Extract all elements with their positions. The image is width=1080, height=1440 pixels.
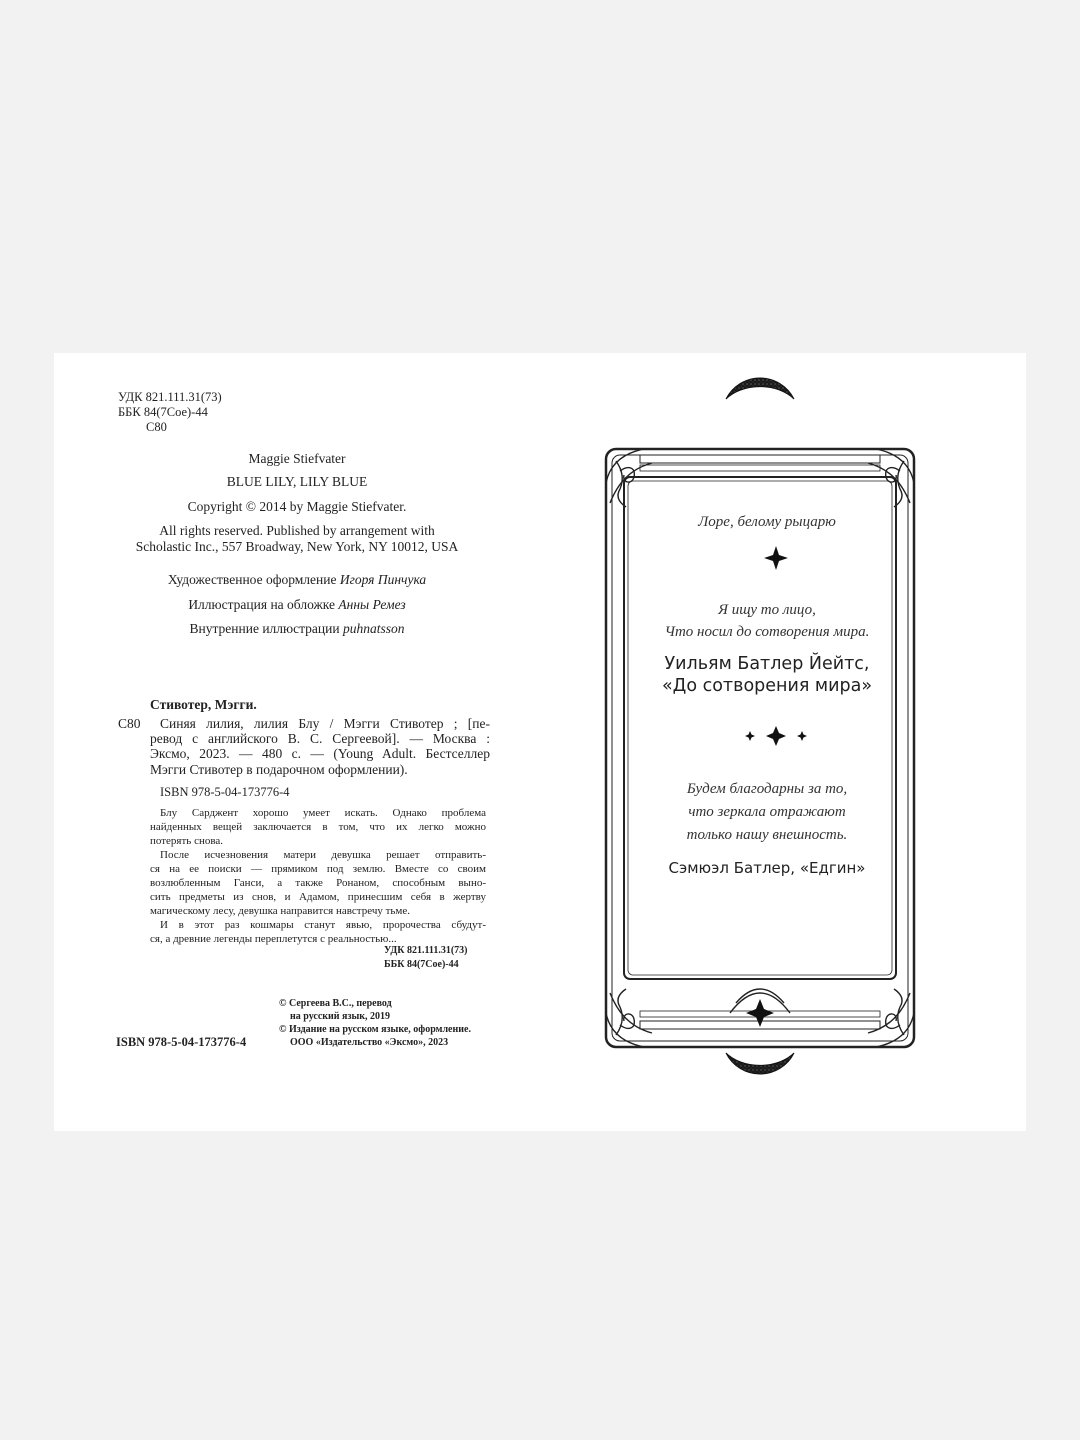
bbk-code-repeat: ББК 84(7Сое)-44	[384, 959, 459, 970]
copy-translation-1: © Сергеева В.С., перевод	[279, 998, 392, 1009]
quote1-line2: Что носил до сотворения мира.	[664, 624, 870, 640]
quote2-attribution: Сэмюэл Батлер, «Едгин»	[668, 859, 866, 877]
credit-art	[54, 571, 540, 588]
annotation-line: После исчезновения матери девушка решает отправить-	[160, 849, 486, 861]
star-icon	[745, 731, 755, 741]
star-icon	[764, 546, 788, 570]
copyright-line: Copyright © 2014 by Maggie Stiefvater.	[187, 499, 407, 514]
book-spread	[54, 353, 1026, 1131]
credit-inner-name: puhnatsson	[342, 621, 405, 636]
catalog-line-4: Мэгги Стивотер в подарочном оформлении).	[150, 762, 408, 777]
title-original: BLUE LILY, LILY BLUE	[226, 474, 368, 489]
catalog-line-2: ревод с английского В. С. Сергеевой]. — Москва :	[150, 731, 490, 746]
quote2-line3: только нашу внешность.	[686, 827, 848, 843]
copy-edition-2: ООО «Издательство «Эксмо», 2023	[290, 1037, 449, 1048]
annotation-line: найденных вещей заключается в том, что их легко можно	[150, 821, 486, 833]
credit-cover	[54, 596, 540, 613]
credit-cover-name: Анны Ремез	[338, 597, 406, 612]
credit-inner-label: Внутренние иллюстрации	[189, 621, 343, 636]
annotation-line: магическому лесу, девушка направится навстречу тьме.	[150, 905, 411, 917]
annotation-line: ся на ее поиски — прямиком под землю. Вместе со своим	[150, 863, 486, 875]
star-icon	[766, 726, 786, 746]
catalog-line-1: Синяя лилия, лилия Блу / Мэгги Стивотер ; [пе-	[160, 716, 490, 731]
quote1-line1: Я ищу то лицо,	[718, 602, 816, 618]
star-icon	[746, 999, 774, 1027]
dedication-text: Лоре, белому рыцарю	[698, 514, 836, 530]
bbk-code: ББК 84(7Сое)-44	[118, 405, 208, 419]
credit-inner	[54, 620, 540, 637]
annotation-line: ся, а древние легенды переплетутся с реальностью...	[150, 933, 397, 945]
catalog-code: С80	[118, 716, 141, 731]
author-sign: С80	[146, 420, 167, 434]
rights-line-2: Scholastic Inc., 557 Broadway, New York, NY 10012, USA	[135, 539, 459, 554]
credit-cover-label: Иллюстрация на обложке	[188, 597, 339, 612]
udk-code: УДК 821.111.31(73)	[118, 390, 222, 404]
annotation-line: И в этот раз кошмары станут явью, пророчества сбудут-	[160, 919, 486, 931]
author-original: Maggie Stiefvater	[248, 451, 346, 466]
annotation-line: потерять снова.	[150, 835, 224, 847]
udk-code-repeat: УДК 821.111.31(73)	[384, 945, 468, 956]
quote1-source: «До сотворения мира»	[661, 676, 873, 696]
ornamental-frame	[540, 353, 1026, 1131]
copy-translation-2: на русский язык, 2019	[290, 1011, 391, 1022]
annotation-line: Блу Сарджент хорошо умеет искать. Однако проблема	[160, 807, 486, 819]
isbn-bottom: ISBN 978-5-04-173776-4	[116, 1035, 247, 1049]
annotation-line: сить предметы из снов, и Адамом, принесшим себя в жертву	[150, 891, 486, 903]
copy-edition-1: © Издание на русском языке, оформление.	[279, 1024, 471, 1035]
credit-art-label: Художественное оформление	[167, 572, 340, 587]
annotation-line: возлюбленным Ганси, а также Ронаном, способным выно-	[150, 877, 486, 889]
catalog-isbn: ISBN 978-5-04-173776-4	[160, 785, 290, 799]
catalog-author: Стивотер, Мэгги.	[150, 697, 257, 712]
quote2-line1: Будем благодарны за то,	[686, 781, 848, 797]
quote2-line2: что зеркала отражают	[688, 804, 846, 820]
star-icon	[797, 731, 807, 741]
quote1-author: Уильям Батлер Йейтс,	[664, 654, 870, 674]
credit-art-name: Игоря Пинчука	[339, 572, 427, 587]
catalog-line-3: Эксмо, 2023. — 480 с. — (Young Adult. Бестселлер	[150, 746, 490, 761]
imprint-page	[54, 353, 540, 1131]
rights-line-1: All rights reserved. Published by arrangement with	[159, 523, 435, 538]
dedication-page	[540, 353, 1026, 1131]
